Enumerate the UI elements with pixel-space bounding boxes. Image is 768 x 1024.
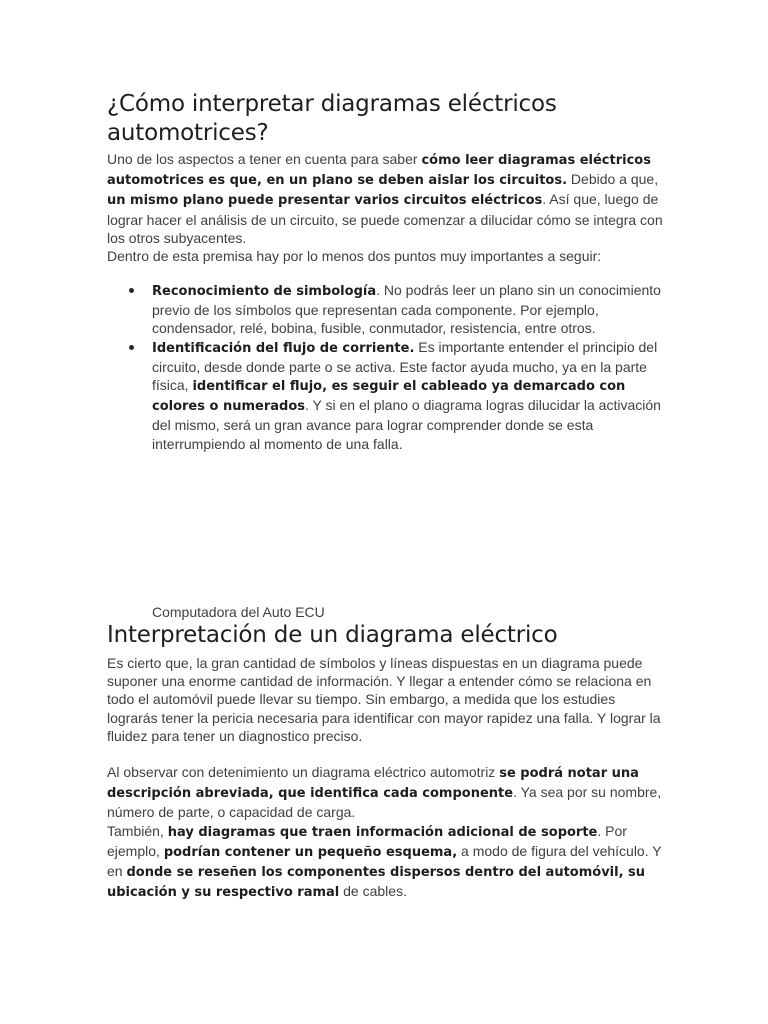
bold-phrase: un mismo plano puede presentar varios circuitos eléctricos xyxy=(107,193,543,209)
bold-phrase: identificar el flujo, es seguir el cableado ya demarcado con colores o numerados xyxy=(152,379,626,415)
list-item-text: Identificación del flujo de corriente. Es importante entender el principio del circuito, desde donde parte o se activa. Este factor ayuda mucho, ya en la parte física, identificar el flujo, es seguir el cableado ya demarcado con colores o numerados. Y si en el plano o diagrama logras dilucidar la activación del mismo, será un gran avance para lograr comprender donde se esta interrumpiendo al momento de una falla. xyxy=(152,338,661,452)
body-paragraph-2: Al observar con detenimiento un diagrama eléctrico automotriz se podrá notar una descripción abreviada, que identifica cada componente. Ya sea por su nombre, número de parte, o capacidad de carga. También, hay diagramas que traen información adicional de soporte. Por ejemplo, podrían contener un pequeño esquema, a modo de figura del vehículo. Y en donde se reseñen los componentes dispersos dentro del automóvil, su ubicación y su respectivo ramal de cables. xyxy=(107,764,662,901)
bold-phrase: Reconocimiento de simbología xyxy=(152,284,377,299)
bold-phrase: podrían contener un pequeño esquema, xyxy=(163,844,458,860)
bullet-icon xyxy=(129,288,134,293)
list-item-text: Reconocimiento de simbología. No podrás leer un plano sin un conocimiento previo de los símbolos que representan cada componente. Por ejemplo, condensador, relé, bobina, fusible, conmutador, resistencia, entre otros. xyxy=(152,282,661,337)
bullet-icon xyxy=(129,345,134,350)
bold-phrase: se podrá notar una descripción abreviada, que identifica cada componente xyxy=(107,766,639,802)
key-points-list xyxy=(152,281,662,453)
list-item-flujo-corriente xyxy=(152,338,662,453)
bold-phrase: hay diagramas que traen información adicional de soporte xyxy=(167,824,598,840)
bold-phrase: cómo leer diagramas eléctricos automotrices es que, en un plano se deben aislar los circuitos. xyxy=(107,153,651,189)
intro-paragraph: Uno de los aspectos a tener en cuenta para saber cómo leer diagramas eléctricos automotrices es que, en un plano se deben aislar los circuitos. Debido a que, un mismo plano puede presentar varios circuitos eléctricos. Así que, luego de lograr hacer el análisis de un circuito, se puede comenzar a dilucidar cómo se integra con los otros subyacentes. Dentro de esta premisa hay por lo menos dos puntos muy importantes a seguir: xyxy=(107,151,663,265)
bold-phrase: Identificación del flujo de corriente. xyxy=(152,340,415,356)
list-item-simbologia xyxy=(152,281,662,338)
section-heading-interpretar: ¿Cómo interpretar diagramas eléctricos automotrices? xyxy=(107,91,557,146)
bold-phrase: donde se reseñen los componentes dispersos dentro del automóvil, su ubicación y su respectivo ramal xyxy=(107,865,646,901)
section-heading-interpretacion: Interpretación de un diagrama eléctrico xyxy=(107,622,558,648)
body-paragraph-1: Es cierto que, la gran cantidad de símbolos y líneas dispuestas en un diagrama puede suponer una enorme cantidad de información. Y llegar a entender cómo se relaciona en todo el automóvil puede llevar su tiempo. Sin embargo, a medida que los estudies lograrás tener la pericia necesaria para identificar con mayor rapidez una falla. Y lograr la fluidez para tener un diagnostico preciso. xyxy=(107,655,661,744)
image-caption: Computadora del Auto ECU xyxy=(152,604,325,620)
